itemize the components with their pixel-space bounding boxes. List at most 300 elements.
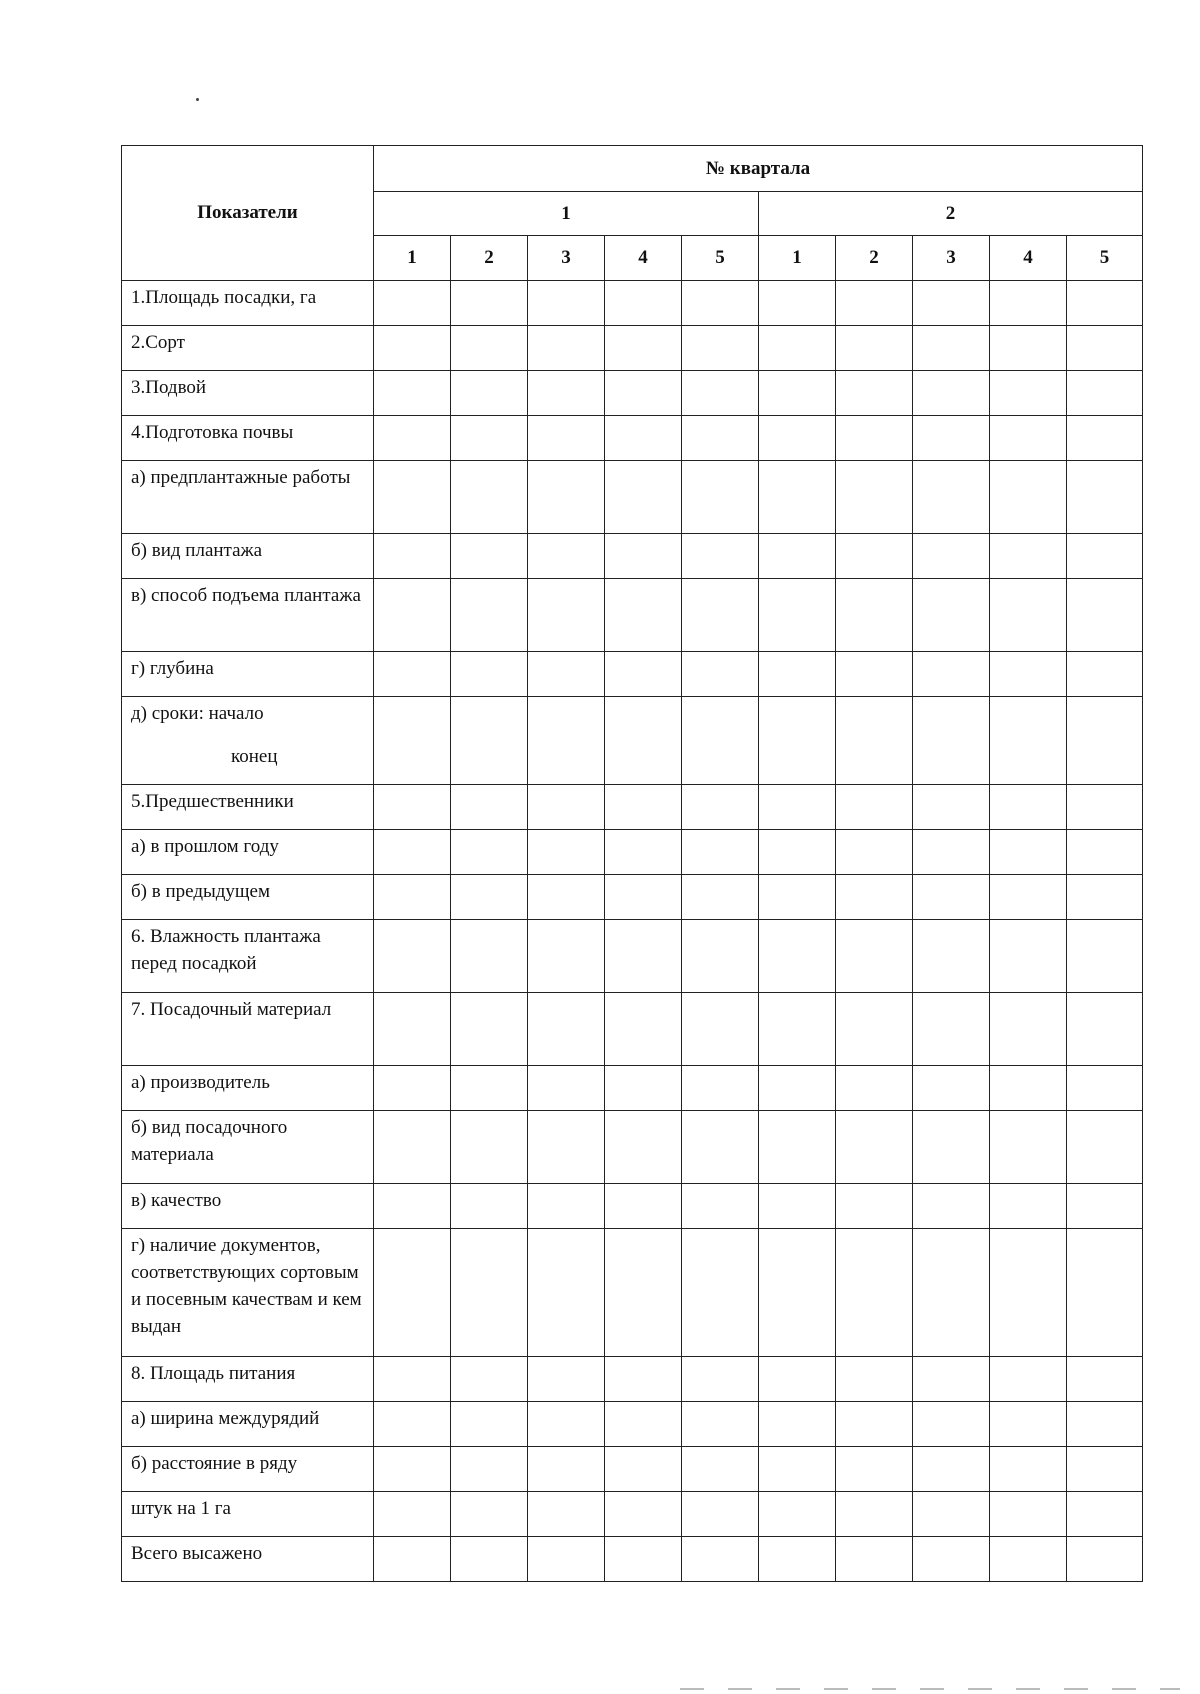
data-cell-q1-s4[interactable]	[605, 416, 682, 461]
data-cell-q1-s4[interactable]	[605, 1229, 682, 1357]
row-label	[122, 534, 374, 579]
data-cell-q1-s3[interactable]	[528, 830, 605, 875]
row-label	[122, 993, 374, 1066]
data-cell-q2-s1[interactable]	[759, 697, 836, 785]
data-cell-q2-s4[interactable]	[990, 1066, 1067, 1111]
data-cell-q1-s3[interactable]	[528, 1357, 605, 1402]
data-cell-q2-s5[interactable]	[1067, 1357, 1143, 1402]
data-cell-q2-s3[interactable]	[913, 830, 990, 875]
row-label	[122, 1066, 374, 1111]
data-cell-q2-s2[interactable]	[836, 993, 913, 1066]
data-cell-q1-s1[interactable]	[374, 652, 451, 697]
row-label	[122, 1111, 374, 1184]
data-cell-q2-s2[interactable]	[836, 1066, 913, 1111]
data-cell-q2-s3[interactable]	[913, 1111, 990, 1184]
data-cell-q1-s2[interactable]	[451, 785, 528, 830]
data-cell-q1-s4[interactable]	[605, 1066, 682, 1111]
table-row	[122, 920, 1143, 993]
data-cell-q2-s5[interactable]	[1067, 326, 1143, 371]
data-cell-q1-s4[interactable]	[605, 697, 682, 785]
row-label	[122, 1492, 374, 1537]
row-label-text: а) ширина междурядий	[131, 1408, 320, 1429]
table-row	[122, 697, 1143, 785]
row-label	[122, 579, 374, 652]
q1-section-4-header: 4	[605, 236, 682, 281]
row-label-text: 3.Подвой	[131, 377, 207, 398]
row-label-text: б) вид плантажа	[131, 540, 263, 561]
data-cell-q1-s4[interactable]	[605, 1184, 682, 1229]
data-cell-q1-s4[interactable]	[605, 461, 682, 534]
data-cell-q2-s4[interactable]	[990, 785, 1067, 830]
data-cell-q2-s2[interactable]	[836, 534, 913, 579]
row-label	[122, 1402, 374, 1447]
data-cell-q1-s2[interactable]	[451, 1066, 528, 1111]
data-cell-q2-s2[interactable]	[836, 1447, 913, 1492]
data-cell-q1-s3[interactable]	[528, 785, 605, 830]
table-row	[122, 1537, 1143, 1582]
row-label-text: 2.Сорт	[131, 332, 185, 353]
data-cell-q2-s3[interactable]	[913, 326, 990, 371]
data-cell-q2-s3[interactable]	[913, 416, 990, 461]
table-body	[122, 281, 1143, 1582]
row-label-text: г) глубина	[131, 658, 214, 679]
data-cell-q2-s5[interactable]	[1067, 920, 1143, 993]
data-cell-q2-s4[interactable]	[990, 281, 1067, 326]
data-cell-q1-s2[interactable]	[451, 1111, 528, 1184]
data-cell-q1-s5[interactable]	[682, 461, 759, 534]
data-cell-q1-s5[interactable]	[682, 326, 759, 371]
data-cell-q1-s4[interactable]	[605, 875, 682, 920]
data-cell-q2-s2[interactable]	[836, 875, 913, 920]
data-cell-q1-s1[interactable]	[374, 920, 451, 993]
data-cell-q2-s1[interactable]	[759, 1402, 836, 1447]
data-cell-q1-s5[interactable]	[682, 579, 759, 652]
data-cell-q1-s1[interactable]	[374, 1357, 451, 1402]
data-cell-q1-s5[interactable]	[682, 1184, 759, 1229]
scan-speck	[196, 98, 199, 101]
data-cell-q1-s2[interactable]	[451, 371, 528, 416]
data-cell-q1-s1[interactable]	[374, 326, 451, 371]
data-cell-q1-s1[interactable]	[374, 579, 451, 652]
data-cell-q1-s2[interactable]	[451, 534, 528, 579]
data-cell-q1-s3[interactable]	[528, 461, 605, 534]
data-cell-q1-s3[interactable]	[528, 1111, 605, 1184]
data-cell-q1-s3[interactable]	[528, 697, 605, 785]
table-row	[122, 416, 1143, 461]
data-cell-q2-s5[interactable]	[1067, 1492, 1143, 1537]
data-cell-q2-s2[interactable]	[836, 416, 913, 461]
table-row	[122, 1184, 1143, 1229]
data-cell-q2-s3[interactable]	[913, 1184, 990, 1229]
data-cell-q2-s4[interactable]	[990, 1184, 1067, 1229]
table-row	[122, 652, 1143, 697]
data-cell-q1-s1[interactable]	[374, 534, 451, 579]
q1-section-2-header: 2	[451, 236, 528, 281]
data-cell-q2-s3[interactable]	[913, 371, 990, 416]
data-cell-q1-s2[interactable]	[451, 875, 528, 920]
table-row	[122, 326, 1143, 371]
data-cell-q2-s3[interactable]	[913, 1357, 990, 1402]
data-cell-q1-s2[interactable]	[451, 281, 528, 326]
row-label	[122, 416, 374, 461]
data-cell-q2-s4[interactable]	[990, 1402, 1067, 1447]
data-cell-q2-s1[interactable]	[759, 1492, 836, 1537]
quarter-1-header: 1	[374, 192, 759, 236]
data-cell-q2-s1[interactable]	[759, 1357, 836, 1402]
data-cell-q2-s4[interactable]	[990, 326, 1067, 371]
data-cell-q1-s4[interactable]	[605, 1402, 682, 1447]
row-label-text: а) предплантажные работы	[131, 467, 351, 488]
data-cell-q2-s5[interactable]	[1067, 1447, 1143, 1492]
table-row	[122, 461, 1143, 534]
data-cell-q1-s4[interactable]	[605, 1357, 682, 1402]
data-cell-q2-s2[interactable]	[836, 371, 913, 416]
data-cell-q2-s5[interactable]	[1067, 534, 1143, 579]
data-cell-q1-s4[interactable]	[605, 1447, 682, 1492]
data-cell-q1-s2[interactable]	[451, 993, 528, 1066]
data-cell-q2-s5[interactable]	[1067, 1066, 1143, 1111]
data-cell-q2-s2[interactable]	[836, 1111, 913, 1184]
data-cell-q1-s4[interactable]	[605, 1492, 682, 1537]
data-cell-q1-s1[interactable]	[374, 461, 451, 534]
row-label	[122, 461, 374, 534]
data-cell-q2-s4[interactable]	[990, 1111, 1067, 1184]
data-cell-q2-s3[interactable]	[913, 1492, 990, 1537]
data-cell-q1-s5[interactable]	[682, 875, 759, 920]
data-cell-q1-s5[interactable]	[682, 920, 759, 993]
data-cell-q1-s2[interactable]	[451, 920, 528, 993]
data-cell-q1-s4[interactable]	[605, 993, 682, 1066]
data-cell-q2-s5[interactable]	[1067, 461, 1143, 534]
data-cell-q2-s4[interactable]	[990, 697, 1067, 785]
data-cell-q2-s3[interactable]	[913, 579, 990, 652]
data-cell-q1-s2[interactable]	[451, 1492, 528, 1537]
data-cell-q2-s3[interactable]	[913, 534, 990, 579]
data-cell-q1-s1[interactable]	[374, 1184, 451, 1229]
data-cell-q1-s3[interactable]	[528, 281, 605, 326]
row-label-text: 8. Площадь питания	[131, 1363, 296, 1384]
data-cell-q2-s2[interactable]	[836, 920, 913, 993]
data-cell-q1-s2[interactable]	[451, 652, 528, 697]
table-row	[122, 1357, 1143, 1402]
data-cell-q1-s3[interactable]	[528, 875, 605, 920]
data-cell-q1-s5[interactable]	[682, 1492, 759, 1537]
data-cell-q2-s4[interactable]	[990, 1447, 1067, 1492]
data-cell-q2-s3[interactable]	[913, 1402, 990, 1447]
row-label-text: в) способ подъема плантажа	[131, 585, 361, 606]
data-cell-q2-s2[interactable]	[836, 830, 913, 875]
data-cell-q2-s1[interactable]	[759, 830, 836, 875]
table-row	[122, 830, 1143, 875]
data-cell-q2-s1[interactable]	[759, 1066, 836, 1111]
data-cell-q2-s4[interactable]	[990, 1357, 1067, 1402]
data-cell-q1-s4[interactable]	[605, 371, 682, 416]
data-cell-q1-s1[interactable]	[374, 1447, 451, 1492]
data-cell-q2-s5[interactable]	[1067, 1111, 1143, 1184]
data-cell-q2-s1[interactable]	[759, 281, 836, 326]
data-cell-q2-s5[interactable]	[1067, 785, 1143, 830]
data-cell-q2-s4[interactable]	[990, 1492, 1067, 1537]
data-cell-q2-s4[interactable]	[990, 534, 1067, 579]
data-cell-q2-s4[interactable]	[990, 461, 1067, 534]
row-label-text: 5.Предшественники	[131, 791, 294, 812]
row-label	[122, 920, 374, 993]
data-cell-q1-s2[interactable]	[451, 579, 528, 652]
data-cell-q2-s1[interactable]	[759, 1184, 836, 1229]
data-cell-q1-s5[interactable]	[682, 697, 759, 785]
data-cell-q1-s1[interactable]	[374, 1402, 451, 1447]
data-cell-q1-s5[interactable]	[682, 1229, 759, 1357]
data-cell-q2-s5[interactable]	[1067, 875, 1143, 920]
data-cell-q1-s4[interactable]	[605, 652, 682, 697]
data-cell-q2-s2[interactable]	[836, 281, 913, 326]
planting-form-table-wrapper	[121, 145, 1142, 1582]
data-cell-q2-s2[interactable]	[836, 697, 913, 785]
data-cell-q1-s4[interactable]	[605, 579, 682, 652]
data-cell-q2-s2[interactable]	[836, 1229, 913, 1357]
data-cell-q2-s4[interactable]	[990, 920, 1067, 993]
data-cell-q1-s2[interactable]	[451, 1357, 528, 1402]
data-cell-q1-s4[interactable]	[605, 281, 682, 326]
data-cell-q2-s4[interactable]	[990, 875, 1067, 920]
row-label	[122, 1229, 374, 1357]
q1-section-3-header: 3	[528, 236, 605, 281]
table-row	[122, 875, 1143, 920]
table-row	[122, 1492, 1143, 1537]
data-cell-q1-s2[interactable]	[451, 697, 528, 785]
data-cell-q1-s5[interactable]	[682, 1111, 759, 1184]
row-label	[122, 371, 374, 416]
data-cell-q2-s1[interactable]	[759, 875, 836, 920]
data-cell-q1-s1[interactable]	[374, 416, 451, 461]
data-cell-q2-s3[interactable]	[913, 461, 990, 534]
scan-edge-dashes	[680, 1688, 1180, 1690]
data-cell-q2-s1[interactable]	[759, 461, 836, 534]
data-cell-q1-s2[interactable]	[451, 1402, 528, 1447]
data-cell-q2-s3[interactable]	[913, 652, 990, 697]
data-cell-q2-s1[interactable]	[759, 534, 836, 579]
data-cell-q1-s1[interactable]	[374, 1537, 451, 1582]
data-cell-q1-s5[interactable]	[682, 785, 759, 830]
planting-form-table	[121, 145, 1143, 1582]
data-cell-q1-s2[interactable]	[451, 1229, 528, 1357]
data-cell-q1-s4[interactable]	[605, 920, 682, 993]
table-row	[122, 993, 1143, 1066]
data-cell-q2-s5[interactable]	[1067, 697, 1143, 785]
data-cell-q2-s5[interactable]	[1067, 993, 1143, 1066]
row-label-text: д) сроки: начало	[131, 703, 264, 724]
q2-section-2-header: 2	[836, 236, 913, 281]
data-cell-q2-s3[interactable]	[913, 697, 990, 785]
header-row-quarter	[122, 146, 1143, 192]
data-cell-q2-s5[interactable]	[1067, 830, 1143, 875]
data-cell-q2-s1[interactable]	[759, 326, 836, 371]
data-cell-q1-s1[interactable]	[374, 875, 451, 920]
data-cell-q2-s2[interactable]	[836, 785, 913, 830]
data-cell-q1-s3[interactable]	[528, 1402, 605, 1447]
data-cell-q2-s5[interactable]	[1067, 652, 1143, 697]
row-label	[122, 281, 374, 326]
data-cell-q1-s4[interactable]	[605, 534, 682, 579]
data-cell-q1-s2[interactable]	[451, 416, 528, 461]
data-cell-q2-s4[interactable]	[990, 1537, 1067, 1582]
indicators-header: Показатели	[122, 146, 374, 281]
data-cell-q1-s5[interactable]	[682, 830, 759, 875]
data-cell-q2-s5[interactable]	[1067, 1537, 1143, 1582]
row-label-text: 1.Площадь посадки, га	[131, 287, 317, 308]
data-cell-q2-s5[interactable]	[1067, 1184, 1143, 1229]
data-cell-q1-s2[interactable]	[451, 1184, 528, 1229]
data-cell-q1-s1[interactable]	[374, 830, 451, 875]
data-cell-q2-s4[interactable]	[990, 993, 1067, 1066]
data-cell-q2-s2[interactable]	[836, 579, 913, 652]
row-label	[122, 1447, 374, 1492]
row-label	[122, 830, 374, 875]
data-cell-q2-s5[interactable]	[1067, 416, 1143, 461]
data-cell-q1-s1[interactable]	[374, 1229, 451, 1357]
data-cell-q2-s4[interactable]	[990, 830, 1067, 875]
data-cell-q1-s5[interactable]	[682, 534, 759, 579]
data-cell-q2-s1[interactable]	[759, 1111, 836, 1184]
q1-section-1-header: 1	[374, 236, 451, 281]
row-label-text: 4.Подготовка почвы	[131, 422, 294, 443]
data-cell-q1-s5[interactable]	[682, 416, 759, 461]
data-cell-q2-s1[interactable]	[759, 920, 836, 993]
data-cell-q2-s3[interactable]	[913, 993, 990, 1066]
data-cell-q2-s1[interactable]	[759, 1229, 836, 1357]
data-cell-q1-s2[interactable]	[451, 830, 528, 875]
data-cell-q1-s2[interactable]	[451, 461, 528, 534]
data-cell-q2-s2[interactable]	[836, 1492, 913, 1537]
data-cell-q1-s2[interactable]	[451, 326, 528, 371]
data-cell-q2-s5[interactable]	[1067, 579, 1143, 652]
data-cell-q1-s4[interactable]	[605, 785, 682, 830]
data-cell-q1-s3[interactable]	[528, 579, 605, 652]
row-label	[122, 697, 374, 785]
data-cell-q2-s2[interactable]	[836, 1184, 913, 1229]
data-cell-q1-s5[interactable]	[682, 281, 759, 326]
data-cell-q1-s3[interactable]	[528, 920, 605, 993]
data-cell-q2-s5[interactable]	[1067, 1402, 1143, 1447]
data-cell-q2-s2[interactable]	[836, 652, 913, 697]
table-row	[122, 1111, 1143, 1184]
data-cell-q2-s1[interactable]	[759, 1537, 836, 1582]
table-row	[122, 281, 1143, 326]
table-row	[122, 371, 1143, 416]
data-cell-q1-s3[interactable]	[528, 1229, 605, 1357]
data-cell-q2-s4[interactable]	[990, 579, 1067, 652]
row-label	[122, 875, 374, 920]
data-cell-q2-s4[interactable]	[990, 371, 1067, 416]
data-cell-q2-s4[interactable]	[990, 1229, 1067, 1357]
data-cell-q2-s1[interactable]	[759, 993, 836, 1066]
data-cell-q1-s1[interactable]	[374, 1066, 451, 1111]
data-cell-q2-s3[interactable]	[913, 1537, 990, 1582]
row-label-text: б) в предыдущем	[131, 881, 271, 902]
row-label	[122, 1537, 374, 1582]
data-cell-q2-s2[interactable]	[836, 1537, 913, 1582]
row-label-text: в) качество	[131, 1190, 222, 1211]
row-label-text: б) вид посадочного материала	[131, 1117, 288, 1165]
data-cell-q1-s1[interactable]	[374, 993, 451, 1066]
data-cell-q2-s2[interactable]	[836, 1357, 913, 1402]
data-cell-q1-s3[interactable]	[528, 993, 605, 1066]
data-cell-q2-s3[interactable]	[913, 920, 990, 993]
data-cell-q2-s1[interactable]	[759, 652, 836, 697]
data-cell-q1-s1[interactable]	[374, 281, 451, 326]
table-row	[122, 579, 1143, 652]
data-cell-q1-s3[interactable]	[528, 1537, 605, 1582]
data-cell-q2-s1[interactable]	[759, 416, 836, 461]
data-cell-q2-s1[interactable]	[759, 579, 836, 652]
data-cell-q1-s3[interactable]	[528, 326, 605, 371]
data-cell-q1-s4[interactable]	[605, 830, 682, 875]
row-label	[122, 326, 374, 371]
data-cell-q2-s5[interactable]	[1067, 281, 1143, 326]
data-cell-q1-s5[interactable]	[682, 993, 759, 1066]
data-cell-q2-s1[interactable]	[759, 785, 836, 830]
data-cell-q1-s3[interactable]	[528, 371, 605, 416]
data-cell-q1-s1[interactable]	[374, 697, 451, 785]
data-cell-q2-s3[interactable]	[913, 1447, 990, 1492]
data-cell-q1-s5[interactable]	[682, 1357, 759, 1402]
table-row	[122, 1066, 1143, 1111]
data-cell-q2-s3[interactable]	[913, 281, 990, 326]
data-cell-q1-s5[interactable]	[682, 1066, 759, 1111]
q2-section-1-header: 1	[759, 236, 836, 281]
row-label-text: б) расстояние в ряду	[131, 1453, 298, 1474]
data-cell-q1-s5[interactable]	[682, 1447, 759, 1492]
data-cell-q2-s1[interactable]	[759, 371, 836, 416]
data-cell-q1-s4[interactable]	[605, 326, 682, 371]
data-cell-q2-s3[interactable]	[913, 785, 990, 830]
data-cell-q1-s3[interactable]	[528, 1447, 605, 1492]
data-cell-q1-s1[interactable]	[374, 1492, 451, 1537]
data-cell-q2-s5[interactable]	[1067, 1229, 1143, 1357]
data-cell-q1-s1[interactable]	[374, 371, 451, 416]
data-cell-q1-s1[interactable]	[374, 785, 451, 830]
table-row	[122, 1402, 1143, 1447]
data-cell-q2-s3[interactable]	[913, 1066, 990, 1111]
data-cell-q1-s5[interactable]	[682, 652, 759, 697]
data-cell-q1-s4[interactable]	[605, 1537, 682, 1582]
data-cell-q2-s4[interactable]	[990, 416, 1067, 461]
data-cell-q2-s3[interactable]	[913, 875, 990, 920]
data-cell-q1-s5[interactable]	[682, 1402, 759, 1447]
data-cell-q2-s2[interactable]	[836, 1402, 913, 1447]
data-cell-q2-s2[interactable]	[836, 461, 913, 534]
data-cell-q1-s2[interactable]	[451, 1537, 528, 1582]
data-cell-q2-s3[interactable]	[913, 1229, 990, 1357]
data-cell-q1-s3[interactable]	[528, 1492, 605, 1537]
data-cell-q2-s1[interactable]	[759, 1447, 836, 1492]
data-cell-q2-s4[interactable]	[990, 652, 1067, 697]
data-cell-q2-s2[interactable]	[836, 326, 913, 371]
data-cell-q1-s3[interactable]	[528, 416, 605, 461]
data-cell-q1-s5[interactable]	[682, 371, 759, 416]
data-cell-q1-s5[interactable]	[682, 1537, 759, 1582]
table-row	[122, 785, 1143, 830]
data-cell-q1-s1[interactable]	[374, 1111, 451, 1184]
data-cell-q1-s2[interactable]	[451, 1447, 528, 1492]
data-cell-q1-s3[interactable]	[528, 534, 605, 579]
data-cell-q1-s3[interactable]	[528, 652, 605, 697]
data-cell-q1-s3[interactable]	[528, 1184, 605, 1229]
data-cell-q1-s4[interactable]	[605, 1111, 682, 1184]
data-cell-q1-s3[interactable]	[528, 1066, 605, 1111]
data-cell-q2-s5[interactable]	[1067, 371, 1143, 416]
row-label-text: 6. Влажность плантажа перед посадкой	[131, 926, 321, 974]
